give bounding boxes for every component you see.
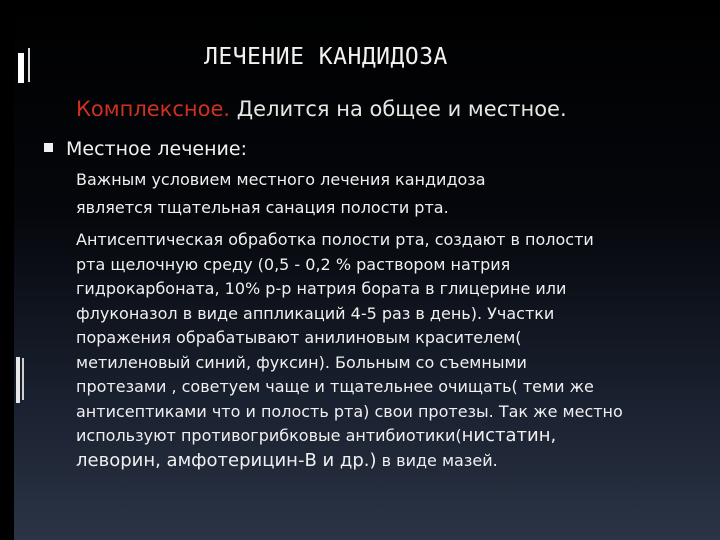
paragraph-1-line: является тщательная санация полости рта. — [76, 198, 449, 217]
square-bullet-icon — [44, 143, 53, 152]
top-decor-line — [28, 48, 30, 82]
paragraph-2-tail: в виде мазей. — [376, 450, 498, 470]
paragraph-1-line: Важным условием местного лечения кандидоза — [76, 170, 486, 189]
paragraph-2-line: поражения обрабатывают анилиновым красителем( — [76, 328, 522, 347]
slide-title: ЛЕЧЕНИЕ КАНДИДОЗА — [204, 44, 448, 70]
bullet-text: Местное лечение: — [66, 138, 247, 160]
bullet-item — [44, 136, 684, 162]
drug-names-part2: леворин, амфотерицин-В и др.) — [76, 449, 377, 471]
paragraph-2-line — [76, 424, 696, 449]
top-decor-block — [18, 53, 24, 83]
paragraph-2-line: протезами , советуем чаще и тщательнее очищать( теми же — [76, 377, 594, 396]
intro-line — [76, 94, 706, 124]
drug-names-part1: нистатин, — [461, 425, 557, 446]
paragraph-2-line: рта щелочную среду (0,5 - 0,2 % раствором натрия — [76, 254, 511, 274]
paragraph-2-text: используют противогрибковые антибиотики( — [76, 426, 462, 445]
paragraph-2-line: антисептиками что и полость рта) свои протезы. Так же местно — [76, 401, 623, 421]
intro-rest: Делится на общее и местное. — [230, 97, 567, 121]
paragraph-2-line: Антисептическая обработка полости рта, создают в полости — [76, 230, 594, 249]
bottom-decor-block — [16, 357, 20, 403]
paragraph-2-line: метиленовый синий, фуксин). Больным со съемными — [76, 352, 527, 372]
bottom-decor-line — [22, 358, 24, 400]
paragraph-1 — [76, 166, 696, 222]
intro-accent: Комплексное. — [76, 97, 231, 121]
paragraph-2-line: флуконазол в виде аппликаций 4-5 раз в день). Участки — [76, 303, 555, 323]
left-decor-bar — [0, 0, 14, 540]
paragraph-2 — [76, 228, 696, 473]
paragraph-2-line: гидрокарбоната, 10% р-р натрия бората в глицерине или — [76, 279, 567, 298]
paragraph-2-line — [76, 449, 696, 474]
